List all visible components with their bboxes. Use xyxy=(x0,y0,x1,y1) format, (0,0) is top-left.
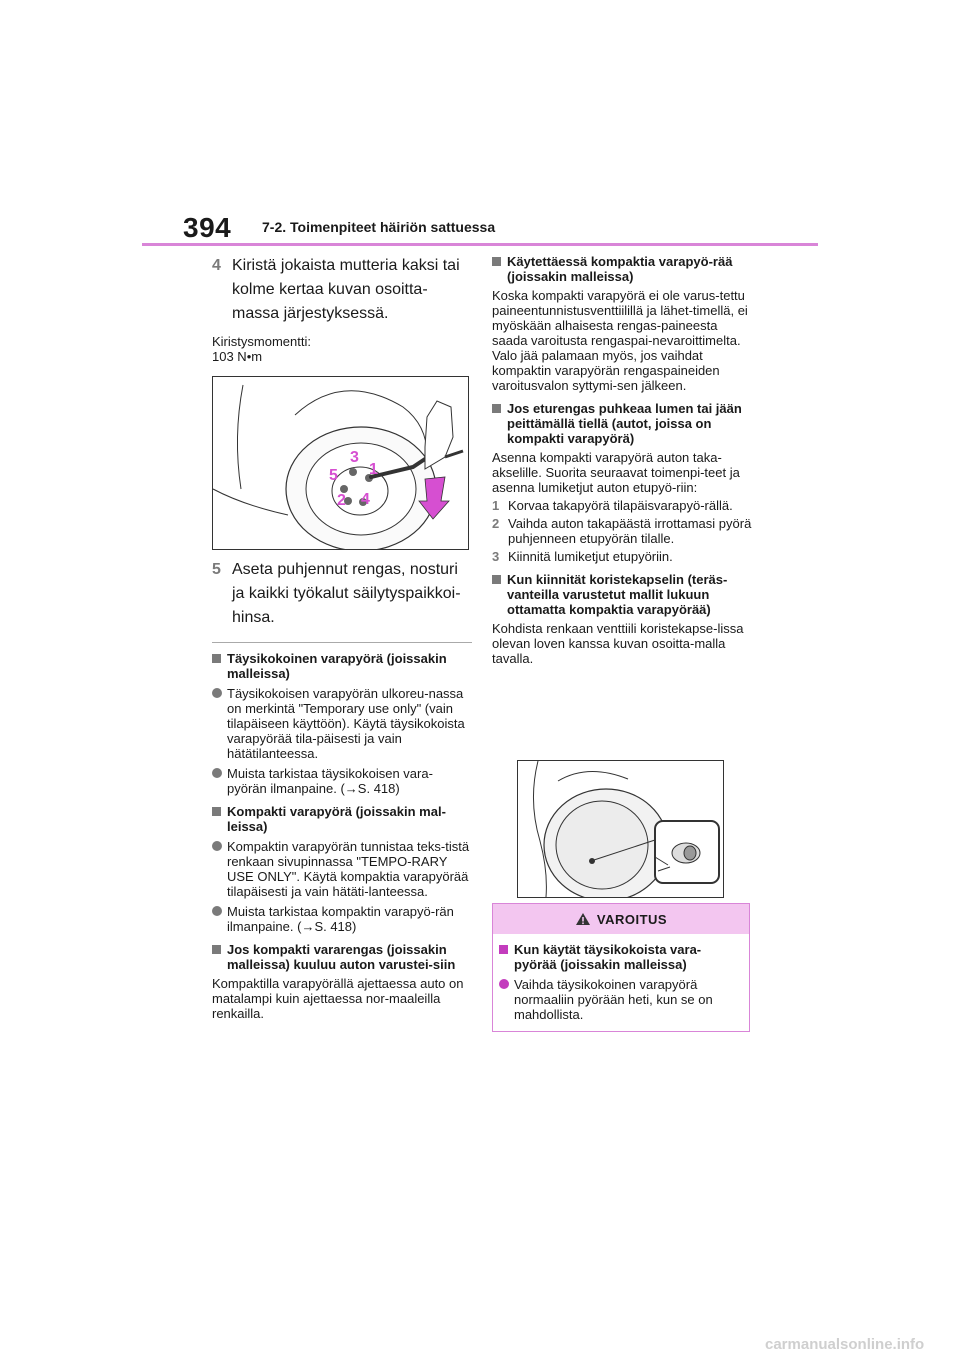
square-bullet-icon xyxy=(212,945,221,954)
warning-label: VAROITUS xyxy=(596,911,668,927)
section-heading-compact-equipped: Jos kompakti vararengas (joissakin malleissa) kuuluu auton varustei-siin xyxy=(212,942,472,972)
step-item: 1 Korvaa takapyörä tilapäisvarapyö-rällä. xyxy=(492,498,733,513)
step-number: 4 xyxy=(212,257,221,274)
paragraph: Koska kompakti varapyörä ei ole varus-tettu paineentunnistusventtiilillä ja lähet-timellä, ei myöskään alhaisesta rengas-paineesta saada varoitusta rengaspai-nevaroittimelta. Valo jää palamaan myös, jos vaihdat kompaktin varapyörän rengaspaineiden varoitusvalon syttymi-sen jälkeen. xyxy=(492,288,748,393)
square-bullet-icon xyxy=(212,654,221,663)
figure-label-2: 2 xyxy=(337,492,346,509)
warning-heading: Kun käytät täysikokoista vara-pyörää (joissakin malleissa) xyxy=(499,942,743,972)
section-heading-full-size-spare: Täysikokoinen varapyörä (joissakin malleissa) xyxy=(212,651,472,681)
step-text: Aseta puhjennut rengas, nosturi ja kaikki työkalut säilytyspaikkoi-hinsa. xyxy=(232,561,461,626)
section-heading-snow-puncture: Jos eturengas puhkeaa lumen tai jään peittämällä tiellä (autot, joissa on kompakti varapyörä) xyxy=(492,401,754,446)
header-rule xyxy=(142,243,818,246)
circle-bullet-icon xyxy=(212,906,222,916)
square-bullet-icon xyxy=(492,404,501,413)
list-item: Kompaktin varapyörän tunnistaa teks-tistä renkaan sivupinnassa "TEMPO-RARY USE ONLY". Käytä kompaktia varapyörää tilapäisesti ja vain hätäti-lanteessa. xyxy=(212,839,472,899)
section-title: 7-2. Toimenpiteet häiriön sattuessa xyxy=(262,219,496,235)
page-number: 394 xyxy=(183,212,232,243)
paragraph: Asenna kompakti varapyörä auton taka-akselille. Suorita seuraavat toimenpi-teet ja asenna lumiketjut auton etupyö-riin: xyxy=(492,450,740,495)
square-bullet-icon xyxy=(212,807,221,816)
wheel-cover-illustration xyxy=(518,761,723,897)
section-heading-compact-spare: Kompakti varapyörä (joissakin mal-leissa) xyxy=(212,804,472,834)
list-item: Muista tarkistaa kompaktin varapyö-rän ilmanpaine. (→S. 418) xyxy=(212,904,472,934)
section-heading-wheel-cover: Kun kiinnität koristekapselin (teräs-vanteilla varustetut mallit lukuun ottamatta kompaktia varapyörää) xyxy=(492,572,754,617)
left-column xyxy=(212,254,472,1024)
figure-label-3: 3 xyxy=(350,449,359,466)
step-text: Kiristä jokaista mutteria kaksi tai kolme kertaa kuvan osoitta-massa järjestyksessä. xyxy=(232,257,460,322)
step-item: 2 Vaihda auton takapäästä irrottamasi pyörä puhjenneen etupyörän tilalle. xyxy=(492,516,752,546)
warning-item: Vaihda täysikokoinen varapyörä normaaliin pyörään heti, kun se on mahdollista. xyxy=(499,977,743,1022)
torque-value: 103 N•m xyxy=(212,349,263,364)
step-5 xyxy=(212,558,472,630)
circle-bullet-icon xyxy=(212,841,222,851)
square-bullet-icon xyxy=(499,945,508,954)
paragraph: Kompaktilla varapyörällä ajettaessa auto on matalampi kuin ajettaessa nor-maaleilla renkailla. xyxy=(212,976,464,1021)
step-4 xyxy=(212,254,472,326)
list-item: Muista tarkistaa täysikokoisen vara-pyörän ilmanpaine. (→S. 418) xyxy=(212,766,472,796)
section-heading-using-compact: Käytettäessä kompaktia varapyö-rää (joissakin malleissa) xyxy=(492,254,754,284)
warning-triangle-icon xyxy=(575,912,591,926)
square-bullet-icon xyxy=(492,575,501,584)
square-bullet-icon xyxy=(492,257,501,266)
paragraph: Kohdista renkaan venttiili koristekapse-lissa olevan loven kanssa kuvan osoitta-malla tavalla. xyxy=(492,621,744,666)
list-item: Täysikokoisen varapyörän ulkoreu-nassa on merkintä "Temporary use only" (vain tilapäiseen käyttöön). Käytä täysikokoista varapyörää tila-päisesti ja vain hätätilanteessa. xyxy=(212,686,472,761)
warning-box xyxy=(492,903,750,1032)
right-column xyxy=(492,254,754,669)
figure-label-1: 1 xyxy=(369,461,378,478)
torque-label: Kiristysmomentti: xyxy=(212,334,311,349)
watermark: carmanualsonline.info xyxy=(765,1336,925,1353)
step-item: 3 Kiinnitä lumiketjut etupyöriin. xyxy=(492,549,673,564)
figure-label-4: 4 xyxy=(361,491,370,508)
step-number: 5 xyxy=(212,561,221,578)
wheel-cover-alignment-figure xyxy=(517,760,724,898)
circle-bullet-icon xyxy=(212,768,222,778)
warning-header xyxy=(493,904,749,934)
circle-bullet-icon xyxy=(212,688,222,698)
wheel-illustration xyxy=(213,377,468,549)
page-reference-link[interactable]: →S. 418) xyxy=(344,781,400,796)
circle-bullet-icon xyxy=(499,979,509,989)
figure-label-5: 5 xyxy=(329,467,338,484)
section-divider xyxy=(212,642,472,643)
wheel-nut-tightening-figure xyxy=(212,376,469,550)
page-reference-link[interactable]: →S. 418) xyxy=(301,919,357,934)
